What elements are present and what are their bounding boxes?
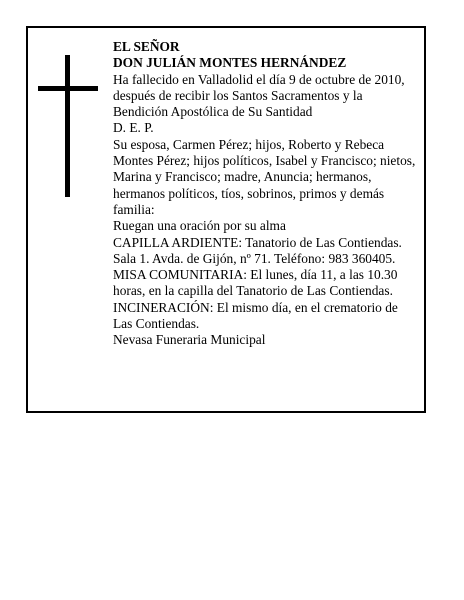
deceased-name: DON JULIÁN MONTES HERNÁNDEZ	[113, 55, 347, 71]
rip-text: D. E. P.	[113, 120, 154, 136]
deceased-title: EL SEÑOR	[113, 39, 180, 54]
mass-info: MISA COMUNITARIA: El lunes, día 11, a las 10.30 horas, en la capilla del Tanatorio de Las Contiendas.	[113, 267, 398, 299]
cross-icon	[38, 55, 98, 197]
obituary-text	[113, 39, 419, 349]
chapel-info: CAPILLA ARDIENTE: Tanatorio de Las Contiendas. Sala 1. Avda. de Gijón, nº 71. Teléfono: 983 360405.	[113, 234, 402, 266]
cross-horizontal-bar	[38, 86, 98, 91]
cremation-info: INCINERACIÓN: El mismo día, en el crematorio de Las Contiendas.	[113, 299, 398, 332]
family-list: Su esposa, Carmen Pérez; hijos, Roberto y Rebeca Montes Pérez; hijos políticos, Isabel y Francisco; nietos, Marina y Francisco; madre, Anuncia; hermanos, hermanos políticos, tíos, sobrinos, primos y demás familia:	[113, 136, 416, 217]
funeral-home: Nevasa Funeraria Municipal	[113, 332, 266, 348]
cross-vertical-bar	[65, 55, 70, 197]
prayer-request: Ruegan una oración por su alma	[113, 218, 286, 234]
death-notice: Ha fallecido en Valladolid el día 9 de octubre de 2010, después de recibir los Santos Sacramentos y la Bendición Apostólica de Su Santidad	[113, 71, 405, 120]
